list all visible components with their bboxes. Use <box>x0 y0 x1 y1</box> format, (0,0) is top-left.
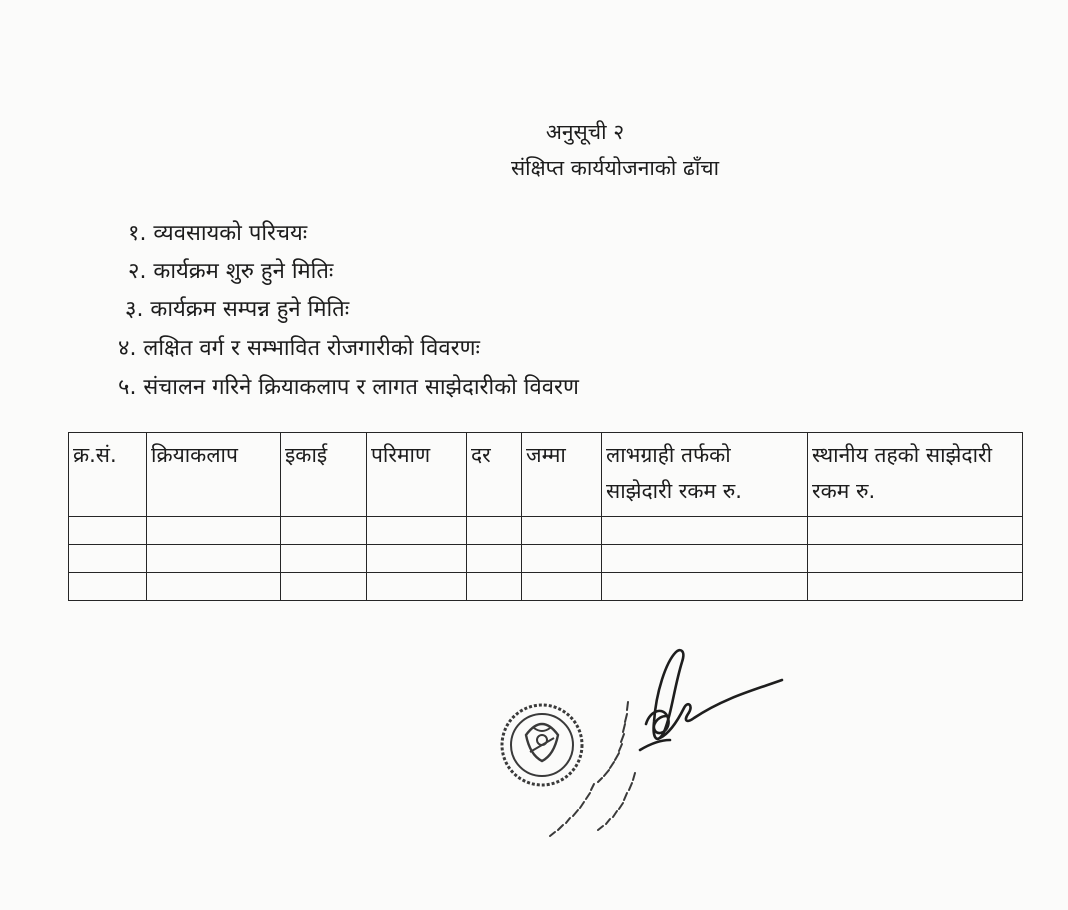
schedule-heading: अनुसूची २ <box>545 120 625 144</box>
header-beneficiary-share: लाभग्राही तर्फको साझेदारी रकम रु. <box>602 433 808 517</box>
table-cell <box>467 573 522 601</box>
list-item: ५. संचालन गरिने क्रियाकलाप र लागत साझेदारीको विवरण <box>118 375 579 400</box>
table-cell <box>367 545 467 573</box>
table-cell <box>808 517 1023 545</box>
government-seal-icon <box>502 705 582 785</box>
list-item: ४. लक्षित वर्ग र सम्भावित रोजगारीको विवरणः <box>118 336 480 361</box>
header-rate: दर <box>467 433 522 517</box>
table-cell <box>522 517 602 545</box>
document-subtitle: संक्षिप्त कार्ययोजनाको ढाँचा <box>510 156 720 180</box>
list-item: ३. कार्यक्रम सम्पन्न हुने मितिः <box>125 297 350 322</box>
table-row <box>69 545 1023 573</box>
table-cell <box>467 517 522 545</box>
table-row <box>69 517 1023 545</box>
table-cell <box>147 517 281 545</box>
list-item: १. व्यवसायको परिचयः <box>128 221 308 246</box>
table-cell <box>522 573 602 601</box>
seal-and-signature <box>490 640 790 860</box>
cost-sharing-table <box>68 432 1023 601</box>
header-local-level-share: स्थानीय तहको साझेदारी रकम रु. <box>808 433 1023 517</box>
table-cell <box>69 517 147 545</box>
table-cell <box>147 545 281 573</box>
table-cell <box>281 517 367 545</box>
table-row <box>69 573 1023 601</box>
table-cell <box>602 517 808 545</box>
header-unit: इकाई <box>281 433 367 517</box>
table-cell <box>281 573 367 601</box>
table-cell <box>367 517 467 545</box>
list-item: २. कार्यक्रम शुरु हुने मितिः <box>128 259 334 284</box>
header-total: जम्मा <box>522 433 602 517</box>
table-cell <box>467 545 522 573</box>
table-cell <box>808 573 1023 601</box>
table-cell <box>281 545 367 573</box>
signature-icon <box>640 650 782 750</box>
table-cell <box>602 573 808 601</box>
table-cell <box>69 573 147 601</box>
table-cell <box>367 573 467 601</box>
table-cell <box>69 545 147 573</box>
header-activity: क्रियाकलाप <box>147 433 281 517</box>
table-header-row <box>69 433 1023 517</box>
table-cell <box>808 545 1023 573</box>
table-cell <box>522 545 602 573</box>
header-serial-no: क्र.सं. <box>69 433 147 517</box>
table-cell <box>147 573 281 601</box>
table-cell <box>602 545 808 573</box>
header-quantity: परिमाण <box>367 433 467 517</box>
